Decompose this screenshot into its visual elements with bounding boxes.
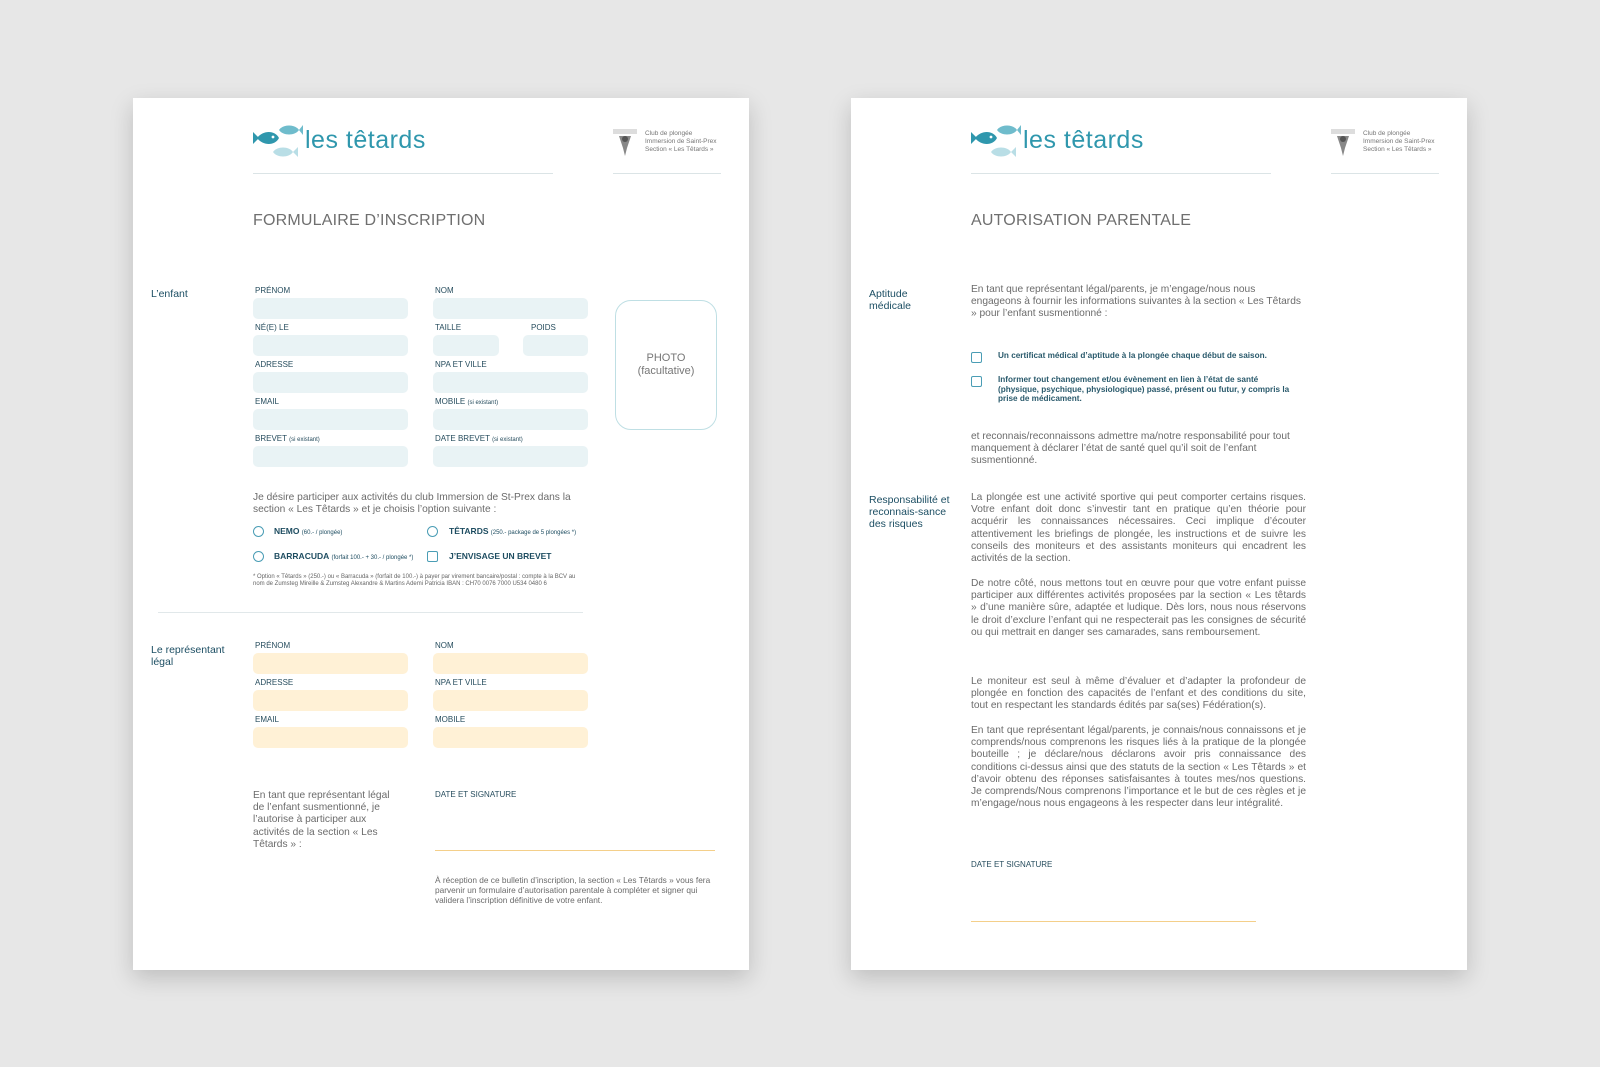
label-adresse: ADRESSE [255,360,294,369]
label-date-signature: DATE ET SIGNATURE [435,790,517,799]
label-mobile: MOBILE (si existant) [435,397,499,406]
check-medical-certificate-label: Un certificat médical d’aptitude à la plongée chaque début de saison. [998,351,1267,360]
logo-text: les têtards [1023,126,1144,154]
rep-city-field[interactable] [433,690,588,711]
header-divider [971,173,1271,174]
option-tetards: TÊTARDS (250.- package de 5 plongées *) [449,526,577,536]
label-rep-email: EMAIL [255,715,280,724]
rep-email-field[interactable] [253,727,408,748]
child-mobile-field[interactable] [433,409,588,430]
checkbox-brevet[interactable] [427,551,438,562]
child-prenom-field[interactable] [253,298,408,319]
label-nee-le: NÉ(E) LE [255,323,289,332]
option-nemo: NEMO (60.- / plongée) [274,526,343,536]
registration-form-page [133,98,749,970]
label-date-brevet: DATE BREVET (si existant) [435,434,523,443]
fish-logo-icon [971,122,1021,164]
checkbox-inform-changes[interactable] [971,376,982,387]
child-nom-field[interactable] [433,298,588,319]
child-weight-field[interactable] [523,335,588,356]
child-height-field[interactable] [433,335,499,356]
header-divider-right [613,173,721,174]
club-badge [611,128,731,162]
fish-logo-icon [253,122,303,164]
options-intro: Je désire participer aux activités du club Immersion de St-Prex dans la section « Les Têtards » et je choisis l’option suivante : [253,492,571,516]
label-npa-ville: NPA ET VILLE [435,360,487,369]
child-birthdate-field[interactable] [253,335,408,356]
section-label-responsibility: Responsabilité et reconnais-sance des risques [869,494,950,530]
radio-tetards[interactable] [427,526,438,537]
rep-mobile-field[interactable] [433,727,588,748]
resp-paragraph-2: De notre côté, nous mettons tout en œuvre pour que votre enfant puisse participer aux différentes activités proposées par la section « Les têtards » d’une manière sûre, adaptée et ludique. Dès lors, nous nous réservons le droit d’exclure l’enfant qui ne respecterait pas les consignes de sécurité ou qui mettrait en danger ses camarades, sans remboursement. [971,578,1306,638]
parental-authorization-page [851,98,1467,970]
radio-barracuda[interactable] [253,551,264,562]
label-rep-adresse: ADRESSE [255,678,294,687]
label-date-signature: DATE ET SIGNATURE [971,860,1053,869]
option-brevet: J’ENVISAGE UN BREVET [449,551,552,561]
section-label-representative: Le représentant légal [151,644,225,668]
section-divider [158,612,583,613]
aptitude-intro: En tant que représentant légal/parents, je m’engage/nous nous engageons à fournir les informations suivantes à la section « Les Têtards » pour l’enfant susmentionné : [971,284,1301,320]
label-prenom: PRÉNOM [255,286,291,295]
photo-optional-label: (facultative) [637,365,695,377]
checkbox-medical-certificate[interactable] [971,352,982,363]
label-rep-prenom: PRÉNOM [255,641,291,650]
label-rep-mobile: MOBILE [435,715,466,724]
rep-prenom-field[interactable] [253,653,408,674]
club-text: Club de plongée Immersion de Saint-Prex Section « Les Têtards » [1363,130,1435,153]
les-tetards-logo [971,122,1151,164]
option-barracuda: BARRACUDA (forfait 100.- + 30.- / plongée *) [274,551,414,561]
label-poids: POIDS [531,323,556,332]
photo-box[interactable] [615,300,717,430]
section-label-child: L’enfant [151,288,188,300]
resp-paragraph-3: Le moniteur est seul à même d’évaluer et d’adapter la profondeur de plongée en fonction des capacités de l’enfant et des conditions du site, tout en respectant les standards édités par sa(ses) Fédération(s). [971,676,1306,712]
child-brevet-date-field[interactable] [433,446,588,467]
resp-paragraph-4: En tant que représentant légal/parents, je connais/nous connaissons et je comprends/nous comprenons les risques liés à la pratique de la plongée bouteille ; je déclare/nous déclarons avoir pris connaissance des conditions ci-dessus ainsi que des statuts de la section « Les Têtards » et d’avoir obtenu des réponses satisfaisantes à toutes mes/nos questions. Je comprends/Nous comprenons l’importance et le but de ces règles et je m’engage/nous nous engageons à les respecter dans leur intégralité. [971,725,1306,810]
consent-text: En tant que représentant légal de l’enfant susmentionné, je l’autorise à participer aux activités de la section « Les Têtards » : [253,790,390,850]
club-text: Club de plongée Immersion de Saint-Prex Section « Les Têtards » [645,130,717,153]
rep-address-field[interactable] [253,690,408,711]
label-rep-npa-ville: NPA ET VILLE [435,678,487,687]
section-label-aptitude: Aptitude médicale [869,288,912,312]
club-badge [1329,128,1449,162]
radio-nemo[interactable] [253,526,264,537]
aptitude-outro: et reconnais/reconnaissons admettre ma/notre responsabilité pour tout manquement à déclarer l’état de santé quel qu’il soit de l’enfant susmentionné. [971,431,1290,467]
diver-emblem-icon [1329,128,1357,158]
check-inform-changes-label: Informer tout changement et/ou évènement en lien à l’état de santé (physique, psychique, physiologique) passé, présent ou futur, y compris la prise de médicament. [998,375,1290,403]
photo-label: PHOTO [646,352,686,364]
child-brevet-field[interactable] [253,446,408,467]
header-divider [253,173,553,174]
child-city-field[interactable] [433,372,588,393]
label-nom: NOM [435,286,454,295]
page-title: FORMULAIRE D’INSCRIPTION [253,212,486,229]
rep-nom-field[interactable] [433,653,588,674]
logo-text: les têtards [305,126,426,154]
les-tetards-logo [253,122,433,164]
signature-line[interactable] [435,850,715,851]
label-email: EMAIL [255,397,280,406]
payment-footnote: * Option « Têtards » (250.-) ou « Barracuda » (forfait de 100.-) à payer par virement bancaire/postal : compte à la BCV au nom de Zumsteg Mireille & Zumsteg Alexandre & Martins Ademi Patricia IBAN : CH70 0076 7000 U534 0480 6 [253,574,576,587]
page-title: AUTORISATION PARENTALE [971,212,1192,229]
signature-line[interactable] [971,921,1256,922]
label-rep-nom: NOM [435,641,454,650]
label-taille: TAILLE [435,323,462,332]
diver-emblem-icon [611,128,639,158]
closing-note: À réception de ce bulletin d’inscription, la section « Les Têtards » vous fera parvenir un formulaire d’autorisation parentale à compléter et signer qui validera l’inscription définitive de votre enfant. [435,875,711,905]
child-address-field[interactable] [253,372,408,393]
header-divider-right [1331,173,1439,174]
child-email-field[interactable] [253,409,408,430]
resp-paragraph-1: La plongée est une activité sportive qui peut comporter certains risques. Votre enfant doit donc s’investir tant en pratique qu’en théorie pour acquérir les connaissances nécessaires. Ceci implique d’écouter attentivement les briefings de plongée, les instructions et de suivre les conseils des moniteurs et des assistants moniteurs qui encadrent les activités de la section. [971,492,1306,565]
label-brevet: BREVET (si existant) [255,434,320,443]
